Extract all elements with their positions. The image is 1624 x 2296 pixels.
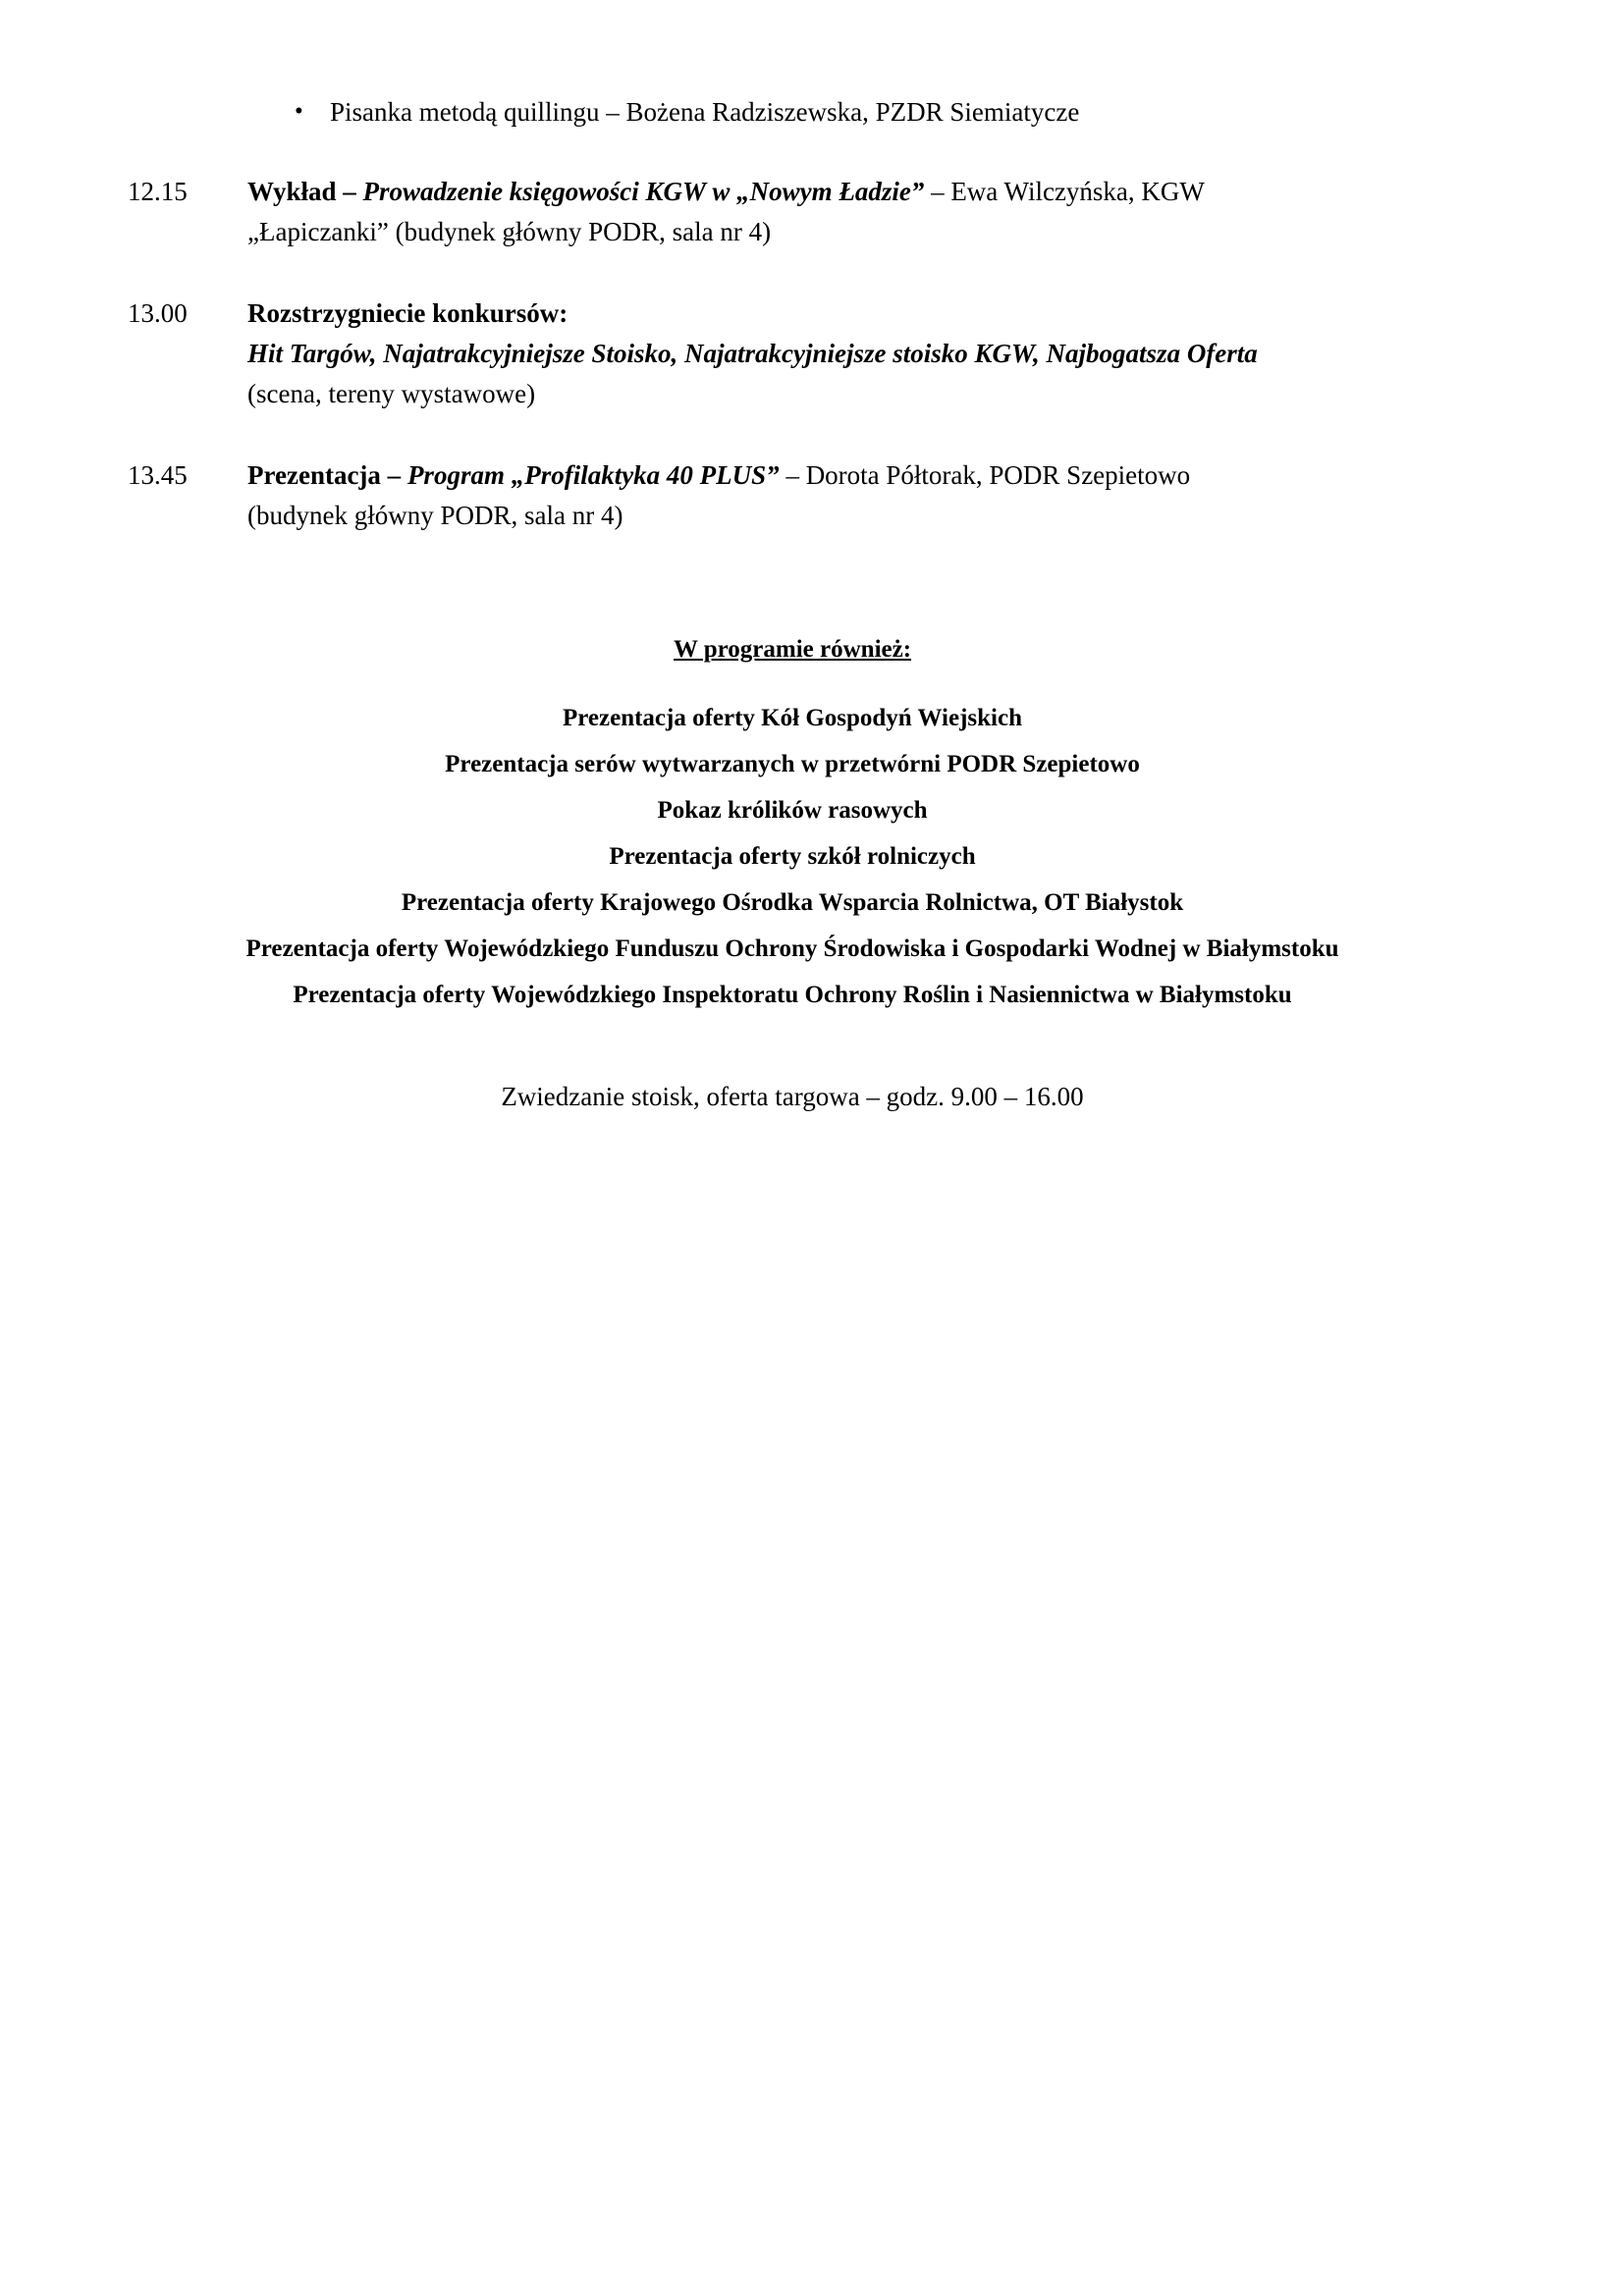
list-item: Prezentacja serów wytwarzanych w przetwórni PODR Szepietowo <box>445 751 1140 777</box>
entry-title: Prowadzenie księgowości KGW w „Nowym Ładzie” <box>362 177 925 206</box>
bullet-marker-icon: • <box>295 98 303 125</box>
also-in-program-list <box>128 695 1457 1018</box>
entry-line-2: (budynek główny PODR, sala nr 4) <box>247 501 623 530</box>
entry-time: 12.15 <box>128 177 188 206</box>
list-item: Prezentacja oferty Krajowego Ośrodka Wsparcia Rolnictwa, OT Białystok <box>401 889 1184 916</box>
entry-line-2: „Łapiczanki” (budynek główny PODR, sala nr 4) <box>247 217 772 246</box>
entry-body <box>247 172 1457 252</box>
entry-time: 13.45 <box>128 460 188 490</box>
entry-body <box>247 294 1457 414</box>
list-item: Prezentacja oferty Wojewódzkiego Inspektoratu Ochrony Roślin i Nasiennictwa w Białymstoku <box>293 982 1292 1008</box>
entry-title: Hit Targów, Najatrakcyjniejsze Stoisko, Najatrakcyjniejsze stoisko KGW, Najbogatsza Oferta <box>247 339 1258 368</box>
entry-title: Program „Profilaktyka 40 PLUS” <box>406 460 780 490</box>
schedule-entry <box>128 172 1457 252</box>
also-in-program-section <box>128 630 1457 1018</box>
section-heading: W programie również: <box>673 636 912 663</box>
list-item: Prezentacja oferty szkół rolniczych <box>609 843 976 870</box>
entry-line-2: (scena, tereny wystawowe) <box>247 379 536 408</box>
entry-body <box>247 455 1457 536</box>
entry-lead: Wykład – <box>247 177 363 206</box>
footer-note: Zwiedzanie stoisk, oferta targowa – godz. 9.00 – 16.00 <box>501 1082 1084 1111</box>
schedule-entry <box>128 294 1457 414</box>
list-item: Prezentacja oferty Kół Gospodyń Wiejskich <box>562 705 1023 731</box>
entry-after-title: – Dorota Półtorak, PODR Szepietowo <box>779 460 1191 490</box>
list-item: Prezentacja oferty Wojewódzkiego Funduszu Ochrony Środowiska i Gospodarki Wodnej w Białymstoku <box>245 935 1339 962</box>
schedule-entry <box>128 455 1457 536</box>
list-item: Pokaz królików rasowych <box>657 797 928 824</box>
entry-lead: Rozstrzygniecie konkursów: <box>247 298 568 328</box>
entry-time: 13.00 <box>128 298 188 328</box>
bullet-item-text: Pisanka metodą quillingu – Bożena Radziszewska, PZDR Siemiatycze <box>330 97 1080 127</box>
entry-after-title: – Ewa Wilczyńska, KGW <box>924 177 1205 206</box>
entry-lead: Prezentacja – <box>247 460 407 490</box>
bullet-list-item <box>295 93 1457 131</box>
